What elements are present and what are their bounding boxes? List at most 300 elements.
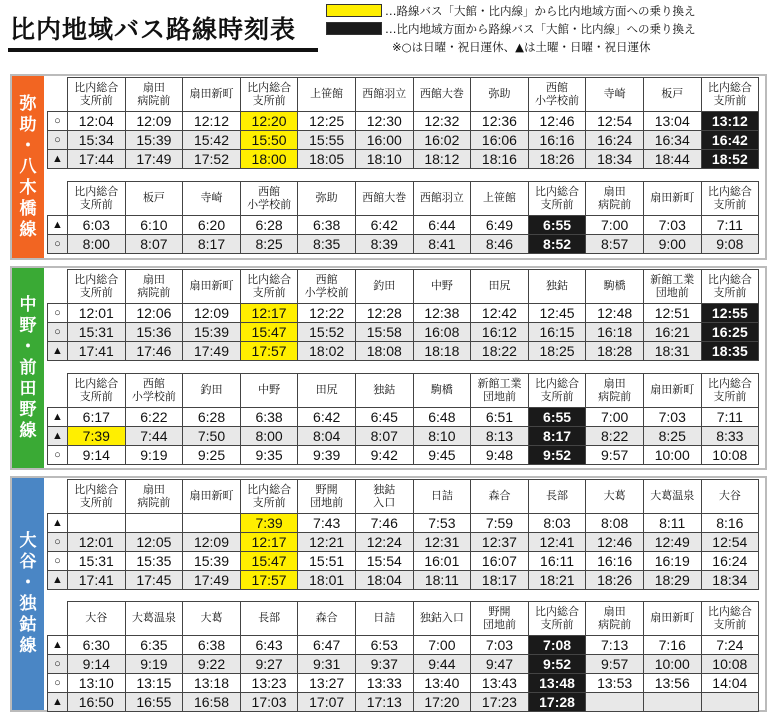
stop-name: 扇田新町 <box>183 78 241 112</box>
departure-time: 8:22 <box>586 427 644 446</box>
stop-name: 大葛 <box>586 480 644 514</box>
departure-time: 7:00 <box>586 408 644 427</box>
stop-name: 西館大巻 <box>355 182 413 216</box>
departure-time: 12:09 <box>125 112 183 131</box>
page-title: 比内地域バス路線時刻表 <box>10 15 297 44</box>
route-name-char: 線 <box>19 219 37 240</box>
departure-time <box>643 693 701 712</box>
departure-time: 9:22 <box>183 655 241 674</box>
departure-time: 10:00 <box>643 446 701 465</box>
departure-time: 15:39 <box>183 552 241 571</box>
departure-time: 16:55 <box>125 693 183 712</box>
route-name-char: 鈷 <box>19 615 37 635</box>
service-day-mark: ○ <box>48 131 68 150</box>
departure-time: 12:51 <box>643 304 701 323</box>
departure-time: 16:24 <box>586 131 644 150</box>
departure-time: 8:13 <box>471 427 529 446</box>
stop-name: 田尻 <box>298 374 356 408</box>
departure-time: 13:27 <box>298 674 356 693</box>
stop-name: 野開 団地前 <box>471 602 529 636</box>
departure-time: 18:10 <box>355 150 413 169</box>
timetable-row <box>48 552 759 571</box>
departure-time: 7:11 <box>701 216 759 235</box>
header-corner <box>48 374 68 408</box>
departure-time: 18:05 <box>298 150 356 169</box>
stop-name: 比内総合 支所前 <box>528 374 586 408</box>
route-name-char: 大 <box>19 531 37 551</box>
stop-name: 扇田新町 <box>183 480 241 514</box>
departure-time: 12:45 <box>528 304 586 323</box>
departure-time: 9:08 <box>701 235 759 254</box>
departure-time: 12:48 <box>586 304 644 323</box>
departure-time: 17:44 <box>68 150 126 169</box>
departure-time: 16:01 <box>413 552 471 571</box>
departure-time: 12:42 <box>471 304 529 323</box>
departure-time: 17:49 <box>125 150 183 169</box>
legend-yellow-swatch <box>326 4 382 17</box>
timetable-row <box>48 693 759 712</box>
service-day-mark: ○ <box>48 304 68 323</box>
timetable-row <box>48 304 759 323</box>
timetable-row <box>48 427 759 446</box>
departure-time: 18:21 <box>528 571 586 590</box>
departure-time: 13:40 <box>413 674 471 693</box>
departure-time: 9:57 <box>586 655 644 674</box>
stop-name: 独鈷入口 <box>413 602 471 636</box>
departure-time: 12:04 <box>68 112 126 131</box>
stop-name: 扇田 病院前 <box>125 480 183 514</box>
departure-time: 17:41 <box>68 342 126 361</box>
route-name-char: 八 <box>19 156 37 177</box>
stop-name: 比内総合 支所前 <box>701 78 759 112</box>
timetable <box>47 77 759 169</box>
departure-time: 13:12 <box>701 112 759 131</box>
departure-time: 18:28 <box>586 342 644 361</box>
stop-name: 扇田 病院前 <box>586 374 644 408</box>
departure-time: 16:02 <box>413 131 471 150</box>
departure-time: 13:10 <box>68 674 126 693</box>
departure-time: 16:11 <box>528 552 586 571</box>
departure-time: 12:46 <box>528 112 586 131</box>
departure-time: 8:52 <box>528 235 586 254</box>
departure-time: 17:57 <box>240 571 298 590</box>
departure-time: 6:38 <box>183 636 241 655</box>
departure-time: 9:25 <box>183 446 241 465</box>
departure-time: 7:24 <box>701 636 759 655</box>
departure-time: 8:25 <box>240 235 298 254</box>
departure-time: 6:51 <box>471 408 529 427</box>
departure-time: 6:55 <box>528 216 586 235</box>
departure-time: 12:30 <box>355 112 413 131</box>
timetable-row <box>48 674 759 693</box>
departure-time: 8:03 <box>528 514 586 533</box>
timetable-row <box>48 131 759 150</box>
departure-time: 12:38 <box>413 304 471 323</box>
departure-time: 6:10 <box>125 216 183 235</box>
timetable-row <box>48 323 759 342</box>
departure-time: 6:22 <box>125 408 183 427</box>
departure-time: 8:16 <box>701 514 759 533</box>
stop-name: 独鈷 入口 <box>355 480 413 514</box>
route-name-char: 橋 <box>19 198 37 219</box>
stop-name: 扇田 病院前 <box>125 78 183 112</box>
stop-name: 板戸 <box>125 182 183 216</box>
route-section <box>10 266 767 470</box>
departure-time: 16:06 <box>471 131 529 150</box>
departure-time: 16:24 <box>701 552 759 571</box>
departure-time: 16:58 <box>183 693 241 712</box>
departure-time: 15:52 <box>298 323 356 342</box>
stop-name: 西館羽立 <box>413 182 471 216</box>
departure-time: 7:16 <box>643 636 701 655</box>
route-name-label <box>12 478 44 710</box>
departure-time: 12:09 <box>183 533 241 552</box>
departure-time: 17:13 <box>355 693 413 712</box>
departure-time: 15:34 <box>68 131 126 150</box>
departure-time: 8:41 <box>413 235 471 254</box>
service-day-mark: ○ <box>48 235 68 254</box>
departure-time: 7:39 <box>68 427 126 446</box>
departure-time: 17:28 <box>528 693 586 712</box>
stop-name: 駒橋 <box>413 374 471 408</box>
departure-time: 6:30 <box>68 636 126 655</box>
departure-time: 7:11 <box>701 408 759 427</box>
timetable-row <box>48 112 759 131</box>
departure-time <box>68 514 126 533</box>
stop-name: 扇田新町 <box>183 270 241 304</box>
departure-time: 8:00 <box>240 427 298 446</box>
departure-time: 18:31 <box>643 342 701 361</box>
service-day-mark: ▲ <box>48 693 68 712</box>
stop-header-row <box>48 182 759 216</box>
departure-time: 18:26 <box>586 571 644 590</box>
departure-time <box>586 693 644 712</box>
departure-time: 9:35 <box>240 446 298 465</box>
timetable-row <box>48 235 759 254</box>
stop-name: 新館工業 団地前 <box>471 374 529 408</box>
stop-name: 大葛 <box>183 602 241 636</box>
stop-name: 扇田 病院前 <box>586 182 644 216</box>
route-name-label <box>12 268 44 468</box>
departure-time: 7:39 <box>240 514 298 533</box>
departure-time: 9:44 <box>413 655 471 674</box>
departure-time: 12:17 <box>240 304 298 323</box>
departure-time: 18:34 <box>701 571 759 590</box>
departure-time: 10:08 <box>701 655 759 674</box>
timetable-row <box>48 636 759 655</box>
route-name-char: ・ <box>19 573 37 593</box>
stop-name: 寺崎 <box>183 182 241 216</box>
departure-time: 7:00 <box>586 216 644 235</box>
route-section <box>10 476 767 712</box>
departure-time: 13:23 <box>240 674 298 693</box>
legend-black-text: …比内地域方面から路線バス「大館・比内線」への乗り換え <box>385 21 696 36</box>
service-day-mark: ○ <box>48 552 68 571</box>
timetable-row <box>48 571 759 590</box>
timetable-row <box>48 655 759 674</box>
departure-time: 8:57 <box>586 235 644 254</box>
stop-name: 上笹館 <box>298 78 356 112</box>
route-name-char: 谷 <box>19 552 37 572</box>
departure-time: 6:28 <box>240 216 298 235</box>
departure-time: 17:20 <box>413 693 471 712</box>
departure-time: 16:19 <box>643 552 701 571</box>
departure-time: 17:41 <box>68 571 126 590</box>
departure-time: 14:04 <box>701 674 759 693</box>
stop-name: 扇田 病院前 <box>586 602 644 636</box>
departure-time: 6:48 <box>413 408 471 427</box>
departure-time: 16:34 <box>643 131 701 150</box>
stop-name: 比内総合 支所前 <box>701 374 759 408</box>
departure-time: 17:57 <box>240 342 298 361</box>
departure-time: 15:50 <box>240 131 298 150</box>
departure-time: 7:03 <box>471 636 529 655</box>
timetable-row <box>48 446 759 465</box>
departure-time: 8:10 <box>413 427 471 446</box>
stop-name: 田尻 <box>471 270 529 304</box>
departure-time: 12:31 <box>413 533 471 552</box>
stop-name: 扇田新町 <box>643 182 701 216</box>
departure-time: 13:18 <box>183 674 241 693</box>
departure-time: 15:51 <box>298 552 356 571</box>
route-name-char: 田 <box>19 378 37 399</box>
departure-time: 12:41 <box>528 533 586 552</box>
departure-time: 18:25 <box>528 342 586 361</box>
service-day-mark: ○ <box>48 112 68 131</box>
departure-time: 9:39 <box>298 446 356 465</box>
stop-name: 森合 <box>471 480 529 514</box>
departure-time <box>183 514 241 533</box>
timetable-row <box>48 533 759 552</box>
departure-time: 15:31 <box>68 323 126 342</box>
stop-name: 中野 <box>413 270 471 304</box>
stop-name: 大谷 <box>701 480 759 514</box>
timetable-row <box>48 514 759 533</box>
departure-time: 9:14 <box>68 655 126 674</box>
stop-name: 中野 <box>240 374 298 408</box>
route-name-char: ・ <box>19 135 37 156</box>
header-corner <box>48 480 68 514</box>
departure-time: 8:07 <box>355 427 413 446</box>
departure-time: 15:31 <box>68 552 126 571</box>
timetable <box>47 601 759 712</box>
service-day-mark: ○ <box>48 674 68 693</box>
header-corner <box>48 602 68 636</box>
departure-time: 12:12 <box>183 112 241 131</box>
departure-time: 18:04 <box>355 571 413 590</box>
departure-time: 6:17 <box>68 408 126 427</box>
departure-time: 15:36 <box>125 323 183 342</box>
stop-name: 板戸 <box>643 78 701 112</box>
departure-time: 17:03 <box>240 693 298 712</box>
stop-name: 比内総合 支所前 <box>68 374 126 408</box>
departure-time: 13:48 <box>528 674 586 693</box>
departure-time: 13:15 <box>125 674 183 693</box>
departure-time: 12:25 <box>298 112 356 131</box>
timetable <box>47 373 759 465</box>
departure-time: 18:26 <box>528 150 586 169</box>
departure-time <box>125 514 183 533</box>
departure-time: 9:52 <box>528 446 586 465</box>
route-name-char: 中 <box>19 294 37 315</box>
service-day-mark: ▲ <box>48 408 68 427</box>
departure-time: 15:39 <box>125 131 183 150</box>
route-name-char: 弥 <box>19 93 37 114</box>
stop-name: 比内総合 支所前 <box>68 78 126 112</box>
stop-name: 比内総合 支所前 <box>240 270 298 304</box>
stop-name: 独鈷 <box>355 374 413 408</box>
legend-yellow-text: …路線バス「大館・比内線」から比内地域方面への乗り換え <box>385 3 696 18</box>
departure-time: 9:31 <box>298 655 356 674</box>
legend-note: ※○は日曜・祝日運休、▲は土曜・日曜・祝日運休 <box>392 40 651 54</box>
service-day-mark: ▲ <box>48 150 68 169</box>
stop-name: 西館 小学校前 <box>125 374 183 408</box>
route-name-char: 独 <box>19 594 37 614</box>
departure-time: 18:44 <box>643 150 701 169</box>
departure-time: 10:00 <box>643 655 701 674</box>
departure-time: 6:49 <box>471 216 529 235</box>
departure-time: 13:56 <box>643 674 701 693</box>
departure-time: 18:17 <box>471 571 529 590</box>
header-corner <box>48 270 68 304</box>
departure-time: 15:58 <box>355 323 413 342</box>
stop-name: 西館羽立 <box>355 78 413 112</box>
departure-time: 7:00 <box>413 636 471 655</box>
departure-time: 12:49 <box>643 533 701 552</box>
departure-time: 16:18 <box>586 323 644 342</box>
stop-name: 比内総合 支所前 <box>528 602 586 636</box>
timetable <box>47 479 759 590</box>
header-corner <box>48 182 68 216</box>
timetable-row <box>48 150 759 169</box>
departure-time: 18:35 <box>701 342 759 361</box>
service-day-mark: ○ <box>48 655 68 674</box>
departure-time: 8:11 <box>643 514 701 533</box>
stop-name: 弥助 <box>298 182 356 216</box>
departure-time: 18:52 <box>701 150 759 169</box>
departure-time: 7:13 <box>586 636 644 655</box>
departure-time: 6:45 <box>355 408 413 427</box>
stop-name: 比内総合 支所前 <box>528 182 586 216</box>
departure-time: 18:12 <box>413 150 471 169</box>
service-day-mark: ○ <box>48 323 68 342</box>
departure-time: 6:44 <box>413 216 471 235</box>
stop-name: 西館 小学校前 <box>528 78 586 112</box>
departure-time: 12:28 <box>355 304 413 323</box>
departure-time: 9:14 <box>68 446 126 465</box>
timetable <box>47 181 759 254</box>
route-name-label <box>12 76 44 258</box>
route-section <box>10 74 767 260</box>
departure-time: 7:03 <box>643 216 701 235</box>
departure-time: 10:08 <box>701 446 759 465</box>
departure-time: 6:28 <box>183 408 241 427</box>
service-day-mark: ○ <box>48 533 68 552</box>
departure-time: 16:42 <box>701 131 759 150</box>
departure-time: 12:54 <box>701 533 759 552</box>
service-day-mark: ▲ <box>48 216 68 235</box>
stop-name: 上笹館 <box>471 182 529 216</box>
departure-time: 16:21 <box>643 323 701 342</box>
departure-time: 18:08 <box>355 342 413 361</box>
stop-name: 長部 <box>240 602 298 636</box>
timetable-row <box>48 216 759 235</box>
departure-time: 13:53 <box>586 674 644 693</box>
departure-time: 12:21 <box>298 533 356 552</box>
stop-name: 野開 団地前 <box>298 480 356 514</box>
departure-time: 7:53 <box>413 514 471 533</box>
departure-time: 17:07 <box>298 693 356 712</box>
departure-time: 8:25 <box>643 427 701 446</box>
stop-name: 比内総合 支所前 <box>68 480 126 514</box>
stop-name: 扇田新町 <box>643 602 701 636</box>
departure-time: 12:01 <box>68 304 126 323</box>
departure-time: 9:45 <box>413 446 471 465</box>
stop-name: 比内総合 支所前 <box>701 602 759 636</box>
departure-time: 9:19 <box>125 655 183 674</box>
departure-time: 6:42 <box>298 408 356 427</box>
departure-time: 16:00 <box>355 131 413 150</box>
departure-time: 18:22 <box>471 342 529 361</box>
legend-black-swatch <box>326 22 382 35</box>
departure-time: 8:17 <box>528 427 586 446</box>
service-day-mark: ▲ <box>48 514 68 533</box>
departure-time: 6:03 <box>68 216 126 235</box>
departure-time: 8:46 <box>471 235 529 254</box>
stop-name: 日詰 <box>413 480 471 514</box>
departure-time: 8:07 <box>125 235 183 254</box>
departure-time: 18:02 <box>298 342 356 361</box>
departure-time: 7:08 <box>528 636 586 655</box>
departure-time: 6:55 <box>528 408 586 427</box>
departure-time: 12:06 <box>125 304 183 323</box>
departure-time: 12:24 <box>355 533 413 552</box>
timetable <box>47 269 759 361</box>
departure-time: 7:46 <box>355 514 413 533</box>
stop-name: 扇田新町 <box>643 374 701 408</box>
departure-time: 17:46 <box>125 342 183 361</box>
departure-time: 8:08 <box>586 514 644 533</box>
departure-time: 18:29 <box>643 571 701 590</box>
departure-time: 7:03 <box>643 408 701 427</box>
stop-name: 西館 小学校前 <box>240 182 298 216</box>
stop-name: 大葛温泉 <box>125 602 183 636</box>
departure-time: 15:54 <box>355 552 413 571</box>
departure-time: 17:23 <box>471 693 529 712</box>
departure-time: 12:55 <box>701 304 759 323</box>
stop-name: 比内総合 支所前 <box>68 270 126 304</box>
timetable-row <box>48 342 759 361</box>
departure-time: 16:16 <box>586 552 644 571</box>
departure-time: 13:04 <box>643 112 701 131</box>
departure-time: 6:53 <box>355 636 413 655</box>
stop-name: 森合 <box>298 602 356 636</box>
departure-time: 7:50 <box>183 427 241 446</box>
header-corner <box>48 78 68 112</box>
departure-time: 18:16 <box>471 150 529 169</box>
departure-time: 18:18 <box>413 342 471 361</box>
legend-yellow <box>326 3 696 18</box>
stop-name: 比内総合 支所前 <box>68 182 126 216</box>
route-name-char: 野 <box>19 315 37 336</box>
departure-time: 9:57 <box>586 446 644 465</box>
departure-time: 17:45 <box>125 571 183 590</box>
timetable-row <box>48 408 759 427</box>
departure-time: 6:38 <box>298 216 356 235</box>
departure-time: 17:49 <box>183 342 241 361</box>
stop-name: 西館大巻 <box>413 78 471 112</box>
route-name-char: 線 <box>19 420 37 441</box>
